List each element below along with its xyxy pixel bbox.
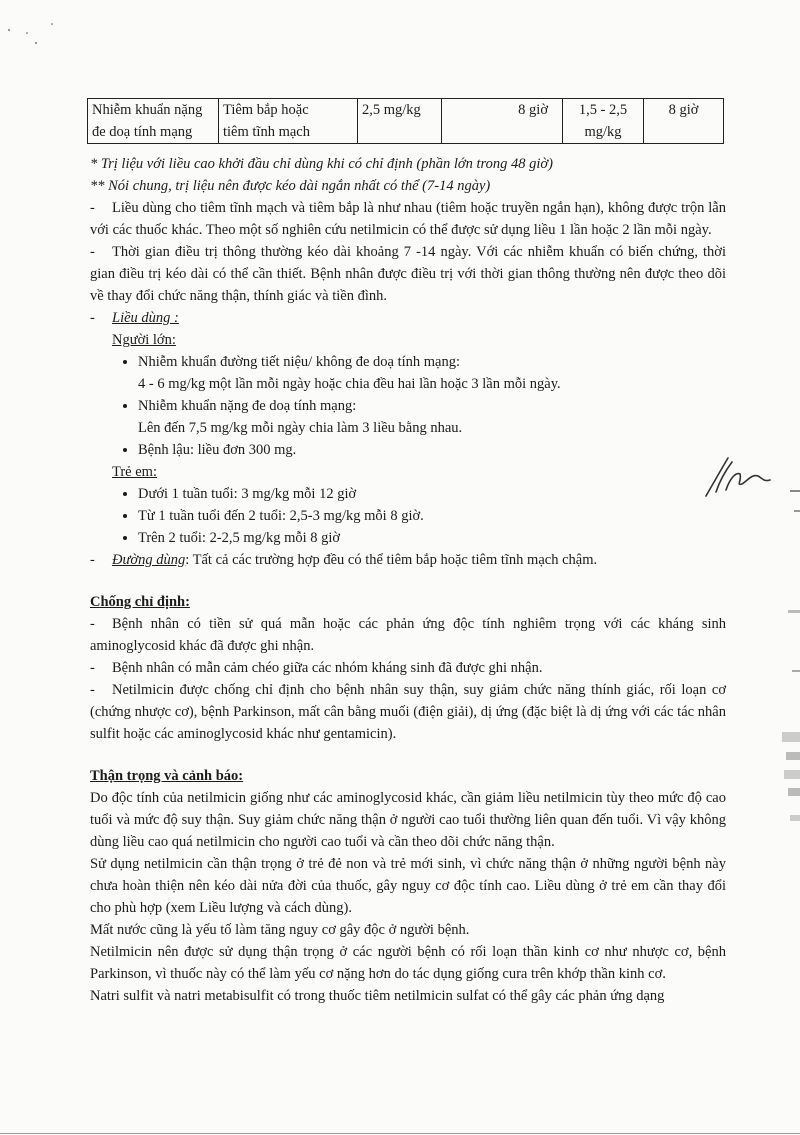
page-edge <box>0 1133 800 1134</box>
table-cell <box>644 99 724 144</box>
cell-text: đe doạ tính mạng <box>92 124 193 140</box>
warning-paragraph: Natri sulfit và natri metabisulfit có trong thuốc tiêm netilmicin sulfat có thể gây các phản ứng dạng <box>90 988 665 1004</box>
children-label: Trẻ em: <box>112 464 157 480</box>
contra-item: - Netilmicin được chống chỉ định cho bệnh nhân suy thận, suy giảm chức năng thính giác, rối loạn cơ (chứng nhược cơ), bệnh Parkinson, mất cân bằng muối (điện giải), dị ứng (đặc biệt là dị ứng với các tác nhân sulfit hoặc các aminoglycosid khác như gentamicin). <box>90 682 726 742</box>
paragraph-text: Bệnh nhân có tiền sử quá mẫn hoặc các phản ứng độc tính nghiêm trọng với các kháng sinh aminoglycosid khác đã được ghi nhận. <box>90 616 726 654</box>
item-label: Nhiễm khuẩn nặng đe doạ tính mạng: <box>138 398 357 414</box>
warning-paragraph: Mất nước cũng là yếu tố làm tăng nguy cơ gây độc ở người bệnh. <box>90 922 470 938</box>
cell-text: Nhiễm khuẩn nặng <box>92 102 203 118</box>
cell-text: 2,5 mg/kg <box>362 102 421 118</box>
contraindications-heading: Chống chỉ định: <box>90 594 190 610</box>
list-item <box>138 439 726 461</box>
warning-paragraph: Sử dụng netilmicin cần thận trọng ở trẻ đẻ non và trẻ mới sinh, vì chức năng thận ở những người bệnh này chưa hoàn thiện nên kéo dài nửa đời của thuốc, gây nguy cơ độc tính cao. Liều dùng ở trẻ em cần thay đổi cho phù hợp (xem Liều lượng và cách dùng). <box>90 856 726 916</box>
table-cell <box>442 99 563 144</box>
cell-text: 8 giờ <box>518 102 548 118</box>
cell-text: 1,5 - 2,5 <box>578 102 628 118</box>
document-body <box>90 153 726 1007</box>
table-cell <box>358 99 442 144</box>
table-cell <box>88 99 219 144</box>
dosage-table <box>87 98 724 144</box>
paragraph-text: Bệnh nhân có mẫn cảm chéo giữa các nhóm kháng sinh đã được ghi nhận. <box>112 660 543 676</box>
list-item: • Trên 2 tuổi: 2-2,5 mg/kg mỗi 8 giờ <box>138 527 726 549</box>
child-dosage-list <box>90 483 726 549</box>
scan-edge-artifacts <box>776 470 800 850</box>
warnings-heading: Thận trọng và cảnh báo: <box>90 768 244 784</box>
adult-dosage-list <box>90 351 726 461</box>
item-label: Bệnh lậu: liều đơn 300 mg. <box>138 442 297 458</box>
table-cell <box>219 99 358 144</box>
cell-text: 8 giờ <box>668 102 699 118</box>
paragraph-text: Liều dùng cho tiêm tĩnh mạch và tiêm bắp là như nhau (tiêm hoặc truyền ngắn hạn), không được trộn lẫn với các thuốc khác. Theo một số nghiên cứu netilmicin có thể được sử dụng liều 1 lần hoặc 2 lần mỗi ngày. <box>90 200 726 238</box>
list-item <box>138 351 726 395</box>
route-label: Đường dùng <box>112 552 186 568</box>
admin-paragraph-2: - Thời gian điều trị thông thường kéo dài khoảng 7 -14 ngày. Với các nhiễm khuẩn có biến chứng, thời gian điều trị kéo dài có thể cần thiết. Bệnh nhân được điều trị với thời gian thông thường nên được theo dõi về thay đổi chức năng thận, thính giác và tiền đình. <box>90 244 726 304</box>
handwritten-signature <box>702 452 772 502</box>
item-detail: Lên đến 7,5 mg/kg mỗi ngày chia làm 3 liều bằng nhau. <box>138 420 463 436</box>
list-item: • Dưới 1 tuần tuổi: 3 mg/kg mỗi 12 giờ <box>138 483 726 505</box>
cell-text: mg/kg <box>584 124 622 140</box>
warning-paragraph: Netilmicin nên được sử dụng thận trọng ở các người bệnh có rối loạn thần kinh cơ như nhược cơ, bệnh Parkinson, vì thuốc này có thể làm yếu cơ nặng hơn do tác dụng giống cura trên khớp thần kinh cơ. <box>90 944 726 982</box>
item-detail: 4 - 6 mg/kg một lần mỗi ngày hoặc chia đều hai lần hoặc 3 lần mỗi ngày. <box>138 376 561 392</box>
route-text: : Tất cả các trường hợp đều có thể tiêm bắp hoặc tiêm tĩnh mạch chậm. <box>185 552 598 568</box>
cell-text: Tiêm bắp hoặc <box>223 102 309 118</box>
item-label: Nhiễm khuẩn đường tiết niệu/ không đe doạ tính mạng: <box>138 354 460 370</box>
footnote-1: * Trị liệu với liều cao khởi đầu chỉ dùng khi có chỉ định (phần lớn trong 48 giờ) <box>90 156 553 172</box>
dosage-title: - Liều dùng : <box>90 310 179 326</box>
adults-label: Người lớn: <box>112 332 176 348</box>
paragraph-text: Netilmicin được chống chỉ định cho bệnh nhân suy thận, suy giảm chức năng thính giác, rối loạn cơ (chứng nhược cơ), bệnh Parkinson, mất cân bằng muối (điện giải), dị ứng (đặc biệt là dị ứng với các tác nhân sulfit hoặc các aminoglycosid khác như gentamicin). <box>90 682 726 742</box>
table-cell <box>563 99 644 144</box>
paragraph-text: Thời gian điều trị thông thường kéo dài khoảng 7 -14 ngày. Với các nhiễm khuẩn có biến chứng, thời gian điều trị kéo dài có thể cần thiết. Bệnh nhân được điều trị với thời gian thông thường nên được theo dõi về thay đổi chức năng thận, thính giác và tiền đình. <box>90 244 726 304</box>
cell-text: tiêm tĩnh mạch <box>223 124 310 140</box>
scan-specks <box>0 0 80 60</box>
list-item <box>138 395 726 439</box>
route-line: - Đường dùng: Tất cả các trường hợp đều có thể tiêm bắp hoặc tiêm tĩnh mạch chậm. <box>90 552 598 568</box>
admin-paragraph-1: - Liều dùng cho tiêm tĩnh mạch và tiêm bắp là như nhau (tiêm hoặc truyền ngắn hạn), không được trộn lẫn với các thuốc khác. Theo một số nghiên cứu netilmicin có thể được sử dụng liều 1 lần hoặc 2 lần mỗi ngày. <box>90 200 726 238</box>
list-item: • Từ 1 tuần tuổi đến 2 tuổi: 2,5-3 mg/kg mỗi 8 giờ. <box>138 505 726 527</box>
footnote-2: ** Nói chung, trị liệu nên được kéo dài ngắn nhất có thể (7-14 ngày) <box>90 178 491 194</box>
contra-item: - Bệnh nhân có tiền sử quá mẫn hoặc các phản ứng độc tính nghiêm trọng với các kháng sinh aminoglycosid khác đã được ghi nhận. <box>90 616 726 654</box>
warning-paragraph: Do độc tính của netilmicin giống như các aminoglycosid khác, cần giảm liều netilmicin tùy theo mức độ cao tuổi và mức độ suy thận. Suy giảm chức năng thận ở người cao tuổi thường liên quan đến tuổi. Vì vậy không dùng liều cao quá netilmicin cho người cao tuổi và cần theo dõi chức năng thận. <box>90 790 726 850</box>
section-label: Liều dùng : <box>112 310 179 326</box>
contra-item: - Bệnh nhân có mẫn cảm chéo giữa các nhóm kháng sinh đã được ghi nhận. <box>90 660 543 676</box>
table-row <box>88 99 724 144</box>
